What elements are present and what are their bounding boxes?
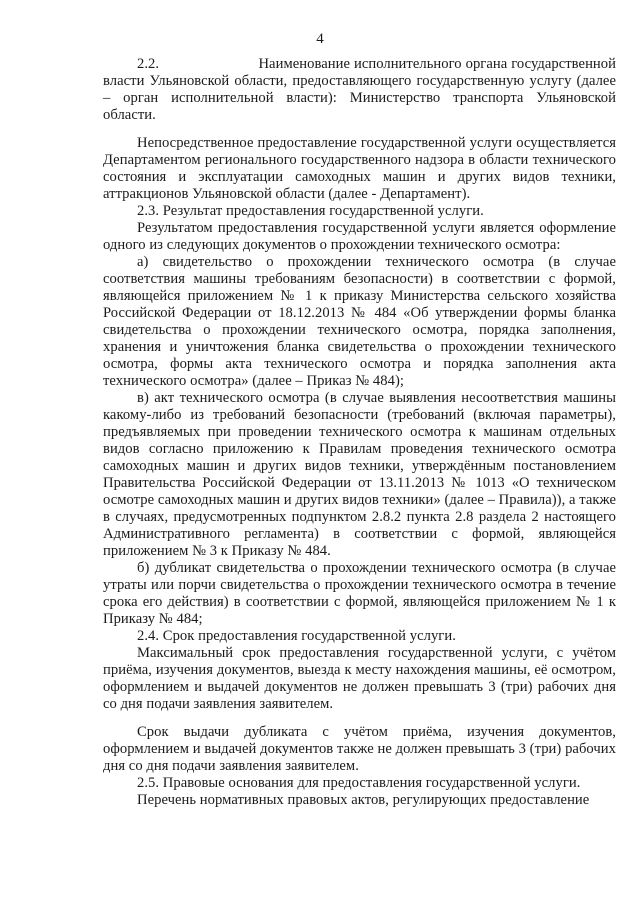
item-a-paragraph: а) свидетельство о прохождении технического осмотра (в случае соответствия машины требованиям безопасности) в соответствии с формой, являющейся приложением № 1 к приказу Министерства сельского хозяйства Российской Федерации от 18.12.2013 № 484 «Об утверждении формы бланка свидетельства о прохождении технического осмотра, порядка заполнения, хранения и уничтожения бланка свидетельства о прохождении технического осмотра, формы акта технического осмотра и порядка заполнения акта технического осмотра» (далее – Приказ № 484);: [103, 254, 616, 389]
max-term-paragraph: Максимальный срок предоставления государственной услуги, с учётом приёма, изучения документов, выезда к месту нахождения машины, её осмотром, оформлением и выдачей документов не должен превышать 3 (три) рабочих дня со дня подачи заявления заявителем.: [103, 645, 616, 712]
document-body: [103, 56, 616, 809]
item-v-paragraph: в) акт технического осмотра (в случае выявления несоответствия машины какому-либо из требований безопасности (требований (включая параметры), предъявляемых при проведении технического осмотра к машинам отдельных видов согласно приложению к Правилам проведения технического осмотра самоходных машин и других видов техники, утверждённым постановлением Правительства Российской Федерации от 13.11.2013 № 1013 «О техническом осмотре самоходных машин и других видов техники» (далее – Правила)), а также в случаях, предусмотренных подпунктом 2.8.2 пункта 2.8 раздела 2 настоящего Административного регламента) в соответствии с формой, являющейся приложением № 3 к Приказу № 484.: [103, 390, 616, 559]
duplicate-term-paragraph: Срок выдачи дубликата с учётом приёма, изучения документов, оформлением и выдачей документов также не должен превышать 3 (три) рабочих дня со дня подачи заявления заявителем.: [103, 724, 616, 774]
legal-acts-paragraph: Перечень нормативных правовых актов, регулирующих предоставление: [137, 792, 590, 808]
section-2-2-paragraph: 2.2. Наименование исполнительного органа государственной власти Ульяновской области, предоставляющего государственную услугу (далее – орган исполнительной власти): Министерство транспорта Ульяновской области.: [103, 56, 616, 123]
section-2-5-heading: 2.5. Правовые основания для предоставления государственной услуги.: [137, 775, 581, 791]
result-paragraph: Результатом предоставления государственной услуги является оформление одного из следующих документов о прохождении технического осмотра:: [103, 220, 616, 253]
section-2-4-heading: 2.4. Срок предоставления государственной услуги.: [137, 628, 456, 644]
section-2-3-heading: 2.3. Результат предоставления государственной услуги.: [137, 203, 484, 219]
page-number: 4: [316, 31, 324, 47]
item-b-paragraph: б) дубликат свидетельства о прохождении технического осмотра (в случае утраты или порчи свидетельства о прохождении технического осмотра в течение срока его действия) в соответствии с формой, являющейся приложением № 1 к Приказу № 484;: [103, 560, 616, 627]
direct-provision-paragraph: Непосредственное предоставление государственной услуги осуществляется Департаментом регионального государственного надзора в области технического состояния и эксплуатации самоходных машин и других видов техники, аттракционов Ульяновской области (далее - Департамент).: [103, 135, 616, 202]
